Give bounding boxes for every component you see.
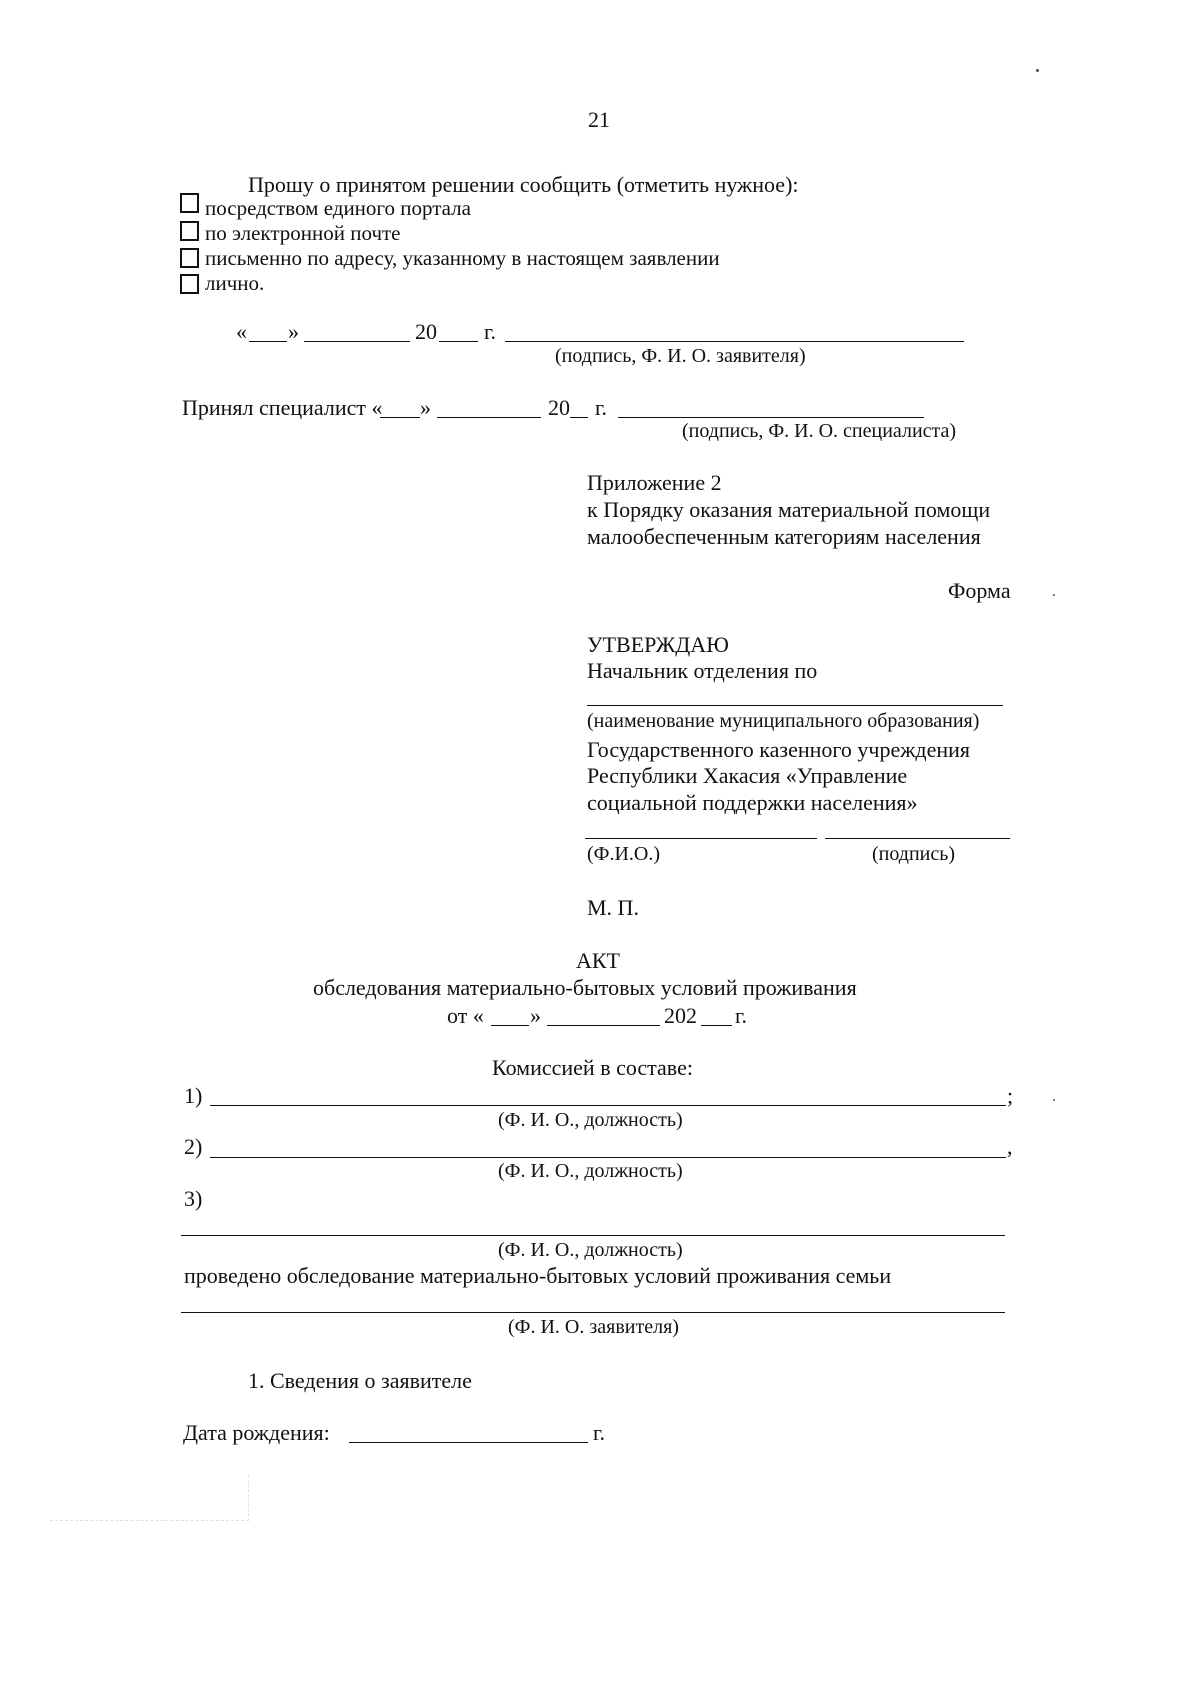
form-label: Форма xyxy=(948,578,1011,603)
stamp-label: М. П. xyxy=(587,895,639,920)
applicant-signature-line[interactable] xyxy=(505,341,964,342)
applicant-date-open: « xyxy=(236,319,247,344)
member-2-number: 2) xyxy=(184,1134,203,1159)
option-in-person-label: лично. xyxy=(205,271,265,295)
approver-fio-line[interactable] xyxy=(585,838,817,839)
member-2-end: , xyxy=(1007,1134,1013,1159)
dob-label: Дата рождения: xyxy=(183,1420,330,1445)
accepted-label: Принял специалист « xyxy=(182,395,383,420)
member-1-line[interactable] xyxy=(210,1105,1006,1106)
appendix-title: Приложение 2 xyxy=(587,470,722,495)
applicant-month-line[interactable] xyxy=(304,341,410,342)
member-2-line[interactable] xyxy=(210,1157,1006,1158)
accepted-month-line[interactable] xyxy=(437,417,541,418)
applicant-year-suffix: г. xyxy=(484,319,497,344)
checkbox-portal[interactable] xyxy=(180,193,199,213)
scan-speck xyxy=(1036,69,1039,72)
member-1-end: ; xyxy=(1007,1083,1014,1108)
applicant-fio-caption: (Ф. И. О. заявителя) xyxy=(508,1316,679,1338)
approve-org-line-2: Республики Хакасия «Управление xyxy=(587,763,908,788)
act-year-suffix: г. xyxy=(735,1003,748,1028)
approver-sign-line[interactable] xyxy=(825,838,1010,839)
accepted-date-close: » xyxy=(420,395,431,420)
family-applicant-line[interactable] xyxy=(181,1312,1005,1313)
notify-intro: Прошу о принятом решении сообщить (отметить нужное): xyxy=(248,172,799,197)
municipality-caption: (наименование муниципального образования) xyxy=(587,710,980,732)
dob-suffix: г. xyxy=(593,1420,606,1445)
act-day-line[interactable] xyxy=(491,1025,529,1026)
commission-heading: Комиссией в составе: xyxy=(492,1055,693,1080)
approve-heading: УТВЕРЖДАЮ xyxy=(587,632,729,657)
accepted-signature-caption: (подпись, Ф. И. О. специалиста) xyxy=(682,420,957,442)
act-year-prefix: 202 xyxy=(664,1003,697,1028)
member-1-caption: (Ф. И. О., должность) xyxy=(498,1109,683,1131)
option-email-label: по электронной почте xyxy=(205,221,401,245)
approve-org-line-3: социальной поддержки населения» xyxy=(587,790,918,815)
faded-stamp-artifact xyxy=(50,1475,249,1521)
applicant-year-prefix: 20 xyxy=(415,319,437,344)
scan-speck xyxy=(1053,1099,1055,1101)
act-subtitle: обследования материально-бытовых условий проживания xyxy=(313,975,857,1000)
option-mail-label: письменно по адресу, указанному в настоящем заявлении xyxy=(205,246,720,270)
checkbox-email[interactable] xyxy=(180,221,199,241)
act-year-line[interactable] xyxy=(701,1025,732,1026)
applicant-year-line[interactable] xyxy=(439,341,478,342)
option-portal-label: посредством единого портала xyxy=(205,196,471,220)
member-3-number: 3) xyxy=(184,1186,203,1211)
appendix-line-1: к Порядку оказания материальной помощи xyxy=(587,497,991,522)
accepted-year-suffix: г. xyxy=(595,395,608,420)
act-date-mid: » xyxy=(530,1003,541,1028)
appendix-line-2: малообеспеченным категориям населения xyxy=(587,524,981,549)
approver-fio-caption: (Ф.И.О.) xyxy=(587,843,661,865)
approve-position: Начальник отделения по xyxy=(587,658,818,683)
checkbox-mail[interactable] xyxy=(180,248,199,268)
accepted-signature-line[interactable] xyxy=(618,417,924,418)
member-3-line[interactable] xyxy=(181,1235,1005,1236)
accepted-year-prefix: 20 xyxy=(548,395,570,420)
dob-line[interactable] xyxy=(349,1442,588,1443)
page-number: 21 xyxy=(588,107,610,132)
member-1-number: 1) xyxy=(184,1083,203,1108)
applicant-date-close: » xyxy=(288,319,299,344)
checkbox-in-person[interactable] xyxy=(180,274,199,294)
applicant-signature-caption: (подпись, Ф. И. О. заявителя) xyxy=(555,345,806,367)
member-2-caption: (Ф. И. О., должность) xyxy=(498,1160,683,1182)
scan-speck xyxy=(1053,594,1055,596)
act-title: АКТ xyxy=(576,948,620,973)
applicant-day-line[interactable] xyxy=(249,341,287,342)
accepted-year-line[interactable] xyxy=(570,417,588,418)
member-3-caption: (Ф. И. О., должность) xyxy=(498,1239,683,1261)
act-date-prefix: от « xyxy=(447,1003,484,1028)
act-month-line[interactable] xyxy=(547,1025,660,1026)
section-1-heading: 1. Сведения о заявителе xyxy=(248,1368,472,1393)
survey-text: проведено обследование материально-бытовых условий проживания семьи xyxy=(184,1263,892,1288)
municipality-line[interactable] xyxy=(587,705,1003,706)
accepted-day-line[interactable] xyxy=(380,417,420,418)
approver-sign-caption: (подпись) xyxy=(872,843,956,865)
approve-org-line-1: Государственного казенного учреждения xyxy=(587,737,971,762)
